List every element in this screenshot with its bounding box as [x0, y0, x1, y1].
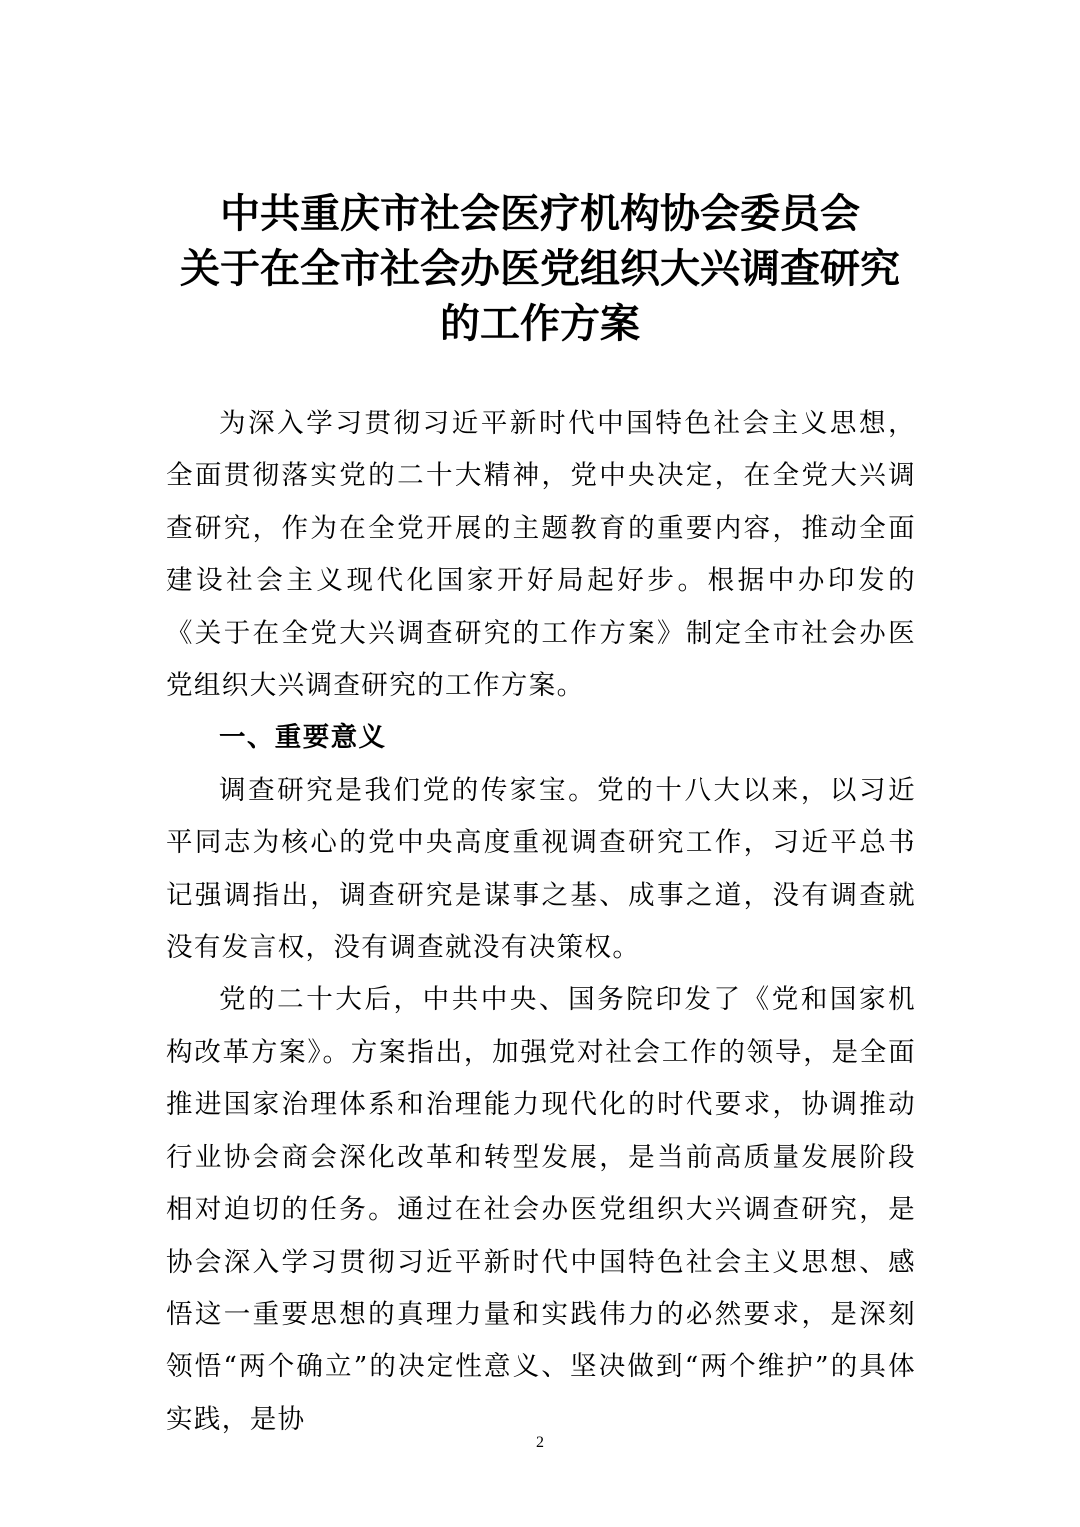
title-line-1: 中共重庆市社会医疗机构协会委员会 [220, 190, 860, 237]
document-body [166, 398, 916, 1446]
section-1-paragraph-1: 调查研究是我们党的传家宝。党的十八大以来，以习近平同志为核心的党中央高度重视调查研究工作，习近平总书记强调指出，调查研究是谋事之基、成事之道，没有调查就没有发言权，没有调查就没有决策权。 [166, 774, 916, 964]
section-1-paragraph-2: 党的二十大后，中共中央、国务院印发了《党和国家机构改革方案》。方案指出，加强党对社会工作的领导，是全面推进国家治理体系和治理能力现代化的时代要求，协调推动行业协会商会深化改革和转型发展，是当前高质量发展阶段相对迫切的任务。通过在社会办医党组织大兴调查研究，是协会深入学习贯彻习近平新时代中国特色社会主义思想、感悟这一重要思想的真理力量和实践伟力的必然要求，是深刻领悟“两个确立”的决定性意义、坚决做到“两个维护”的具体实践，是协 [166, 984, 916, 1435]
section-heading-1: 一、重要意义 [219, 722, 387, 754]
page-number: 2 [536, 1434, 544, 1451]
title-line-3: 的工作方案 [440, 300, 640, 347]
title-line-2: 关于在全市社会办医党组织大兴调查研究 [180, 245, 900, 292]
document-title [0, 186, 1080, 351]
intro-paragraph: 为深入学习贯彻习近平新时代中国特色社会主义思想，全面贯彻落实党的二十大精神，党中央决定，在全党大兴调查研究，作为在全党开展的主题教育的重要内容，推动全面建设社会主义现代化国家开好局起好步。根据中办印发的《关于在全党大兴调查研究的工作方案》制定全市社会办医党组织大兴调查研究的工作方案。 [166, 408, 916, 702]
